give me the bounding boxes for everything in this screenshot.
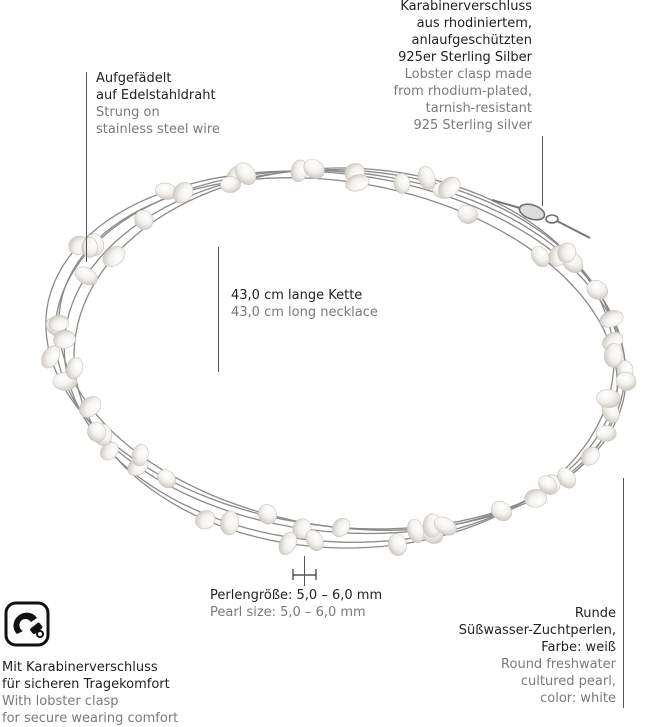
pearl-type-de-line-3: Farbe: weiß <box>541 640 616 655</box>
lobster-clasp-icon <box>4 601 50 647</box>
pearl <box>394 173 411 194</box>
pearl-size-leader-line <box>304 556 305 586</box>
clasp-en-line-1: Lobster clasp made <box>404 67 532 82</box>
clasp-de-line-4: 925er Sterling Silber <box>398 50 532 65</box>
pearl <box>434 173 464 202</box>
pearl <box>81 237 98 258</box>
pearl <box>455 202 480 226</box>
comfort-en-line-1: With lobster clasp <box>2 694 119 709</box>
clasp-de-line-2: aus rhodiniertem, <box>416 16 532 31</box>
pearl <box>154 466 179 492</box>
pearl-type-en-line-3: color: white <box>540 691 616 706</box>
pearl-type-de-line-1: Runde <box>574 606 616 621</box>
pearl-type-leader-line <box>623 478 624 708</box>
wire-en-line-2: stainless steel wire <box>96 122 220 137</box>
pearl-type-de-line-2: Süßwasser-Zuchtperlen, <box>458 623 616 638</box>
clasp-en-line-3: tarnish-resistant <box>425 101 532 116</box>
pearl <box>596 426 616 442</box>
comfort-annotation <box>2 659 262 727</box>
pearl <box>131 207 156 233</box>
pearl <box>192 507 218 532</box>
pearl <box>75 392 105 421</box>
comfort-de-line-2: für sicheren Tragekomfort <box>2 677 170 692</box>
clasp-de-line-1: Karabinerverschluss <box>400 0 532 14</box>
pearl <box>221 177 241 193</box>
length-de-line-1: 43,0 cm lange Kette <box>231 288 363 303</box>
wire-annotation <box>96 70 316 138</box>
wire-de-line-1: Aufgefädelt <box>96 71 172 86</box>
pearl-type-annotation <box>396 605 616 707</box>
length-leader-line <box>218 247 219 372</box>
length-en-line-1: 43,0 cm long necklace <box>231 305 378 320</box>
wire-leader-line <box>86 72 87 262</box>
comfort-en-line-2: for secure wearing comfort <box>2 711 179 726</box>
pearl <box>583 276 611 303</box>
pearl-type-en-line-1: Round freshwater <box>501 657 616 672</box>
clasp-en-line-4: 925 Sterling silver <box>413 118 532 133</box>
pearl-type-en-line-2: cultured pearl, <box>520 674 616 689</box>
pearl-size-en-line-1: Pearl size: 5,0 – 6,0 mm <box>210 605 366 620</box>
pearl <box>528 243 553 270</box>
pearl <box>328 515 353 541</box>
pearl-size-de-line-1: Perlengröße: 5,0 – 6,0 mm <box>210 588 383 603</box>
comfort-de-line-1: Mit Karabinerverschluss <box>2 660 158 675</box>
clasp-de-line-3: anlaufgeschützten <box>411 33 532 48</box>
pearl <box>487 497 515 525</box>
wire-en-line-1: Strung on <box>96 105 160 120</box>
wire-de-line-2: auf Edelstahldraht <box>96 88 216 103</box>
clasp-leader-line <box>542 136 543 206</box>
clasp-en-line-2: from rhodium-plated, <box>393 84 532 99</box>
length-annotation <box>231 287 451 321</box>
pearl <box>386 532 408 557</box>
